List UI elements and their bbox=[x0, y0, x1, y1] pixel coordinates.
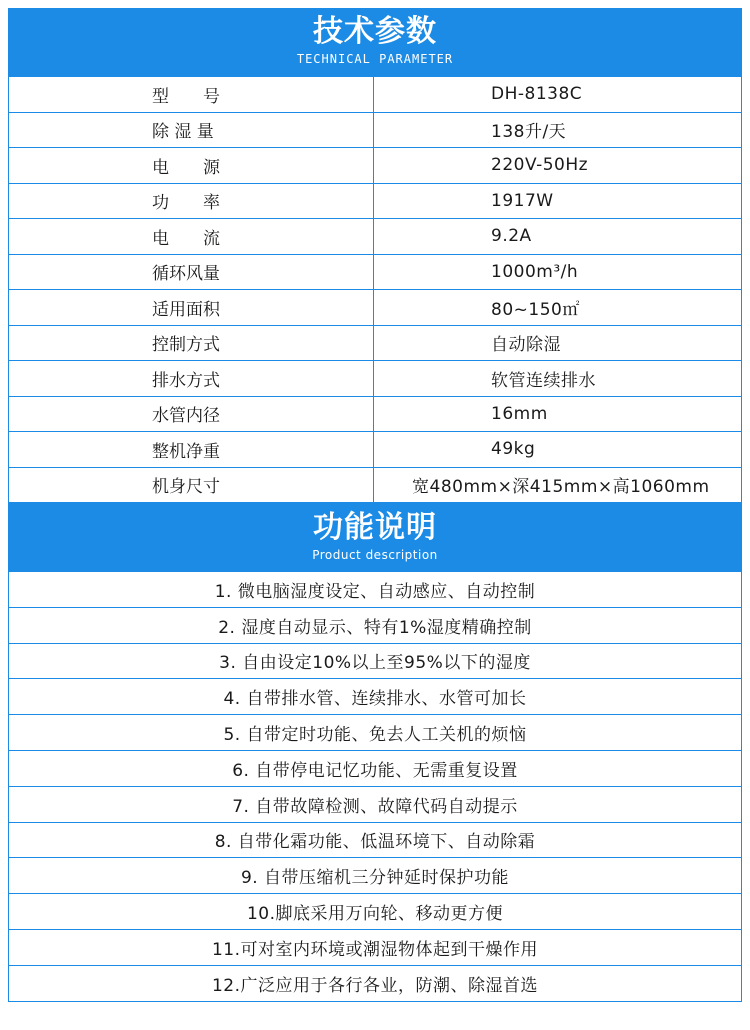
product-description-subtitle: Product description bbox=[312, 548, 438, 562]
feature-text: 11.可对室内环境或潮湿物体起到干燥作用 bbox=[9, 929, 742, 965]
param-label: 型 号 bbox=[9, 77, 374, 113]
table-row bbox=[9, 254, 742, 290]
param-label: 功 率 bbox=[9, 183, 374, 219]
feature-text: 3. 自由设定10%以上至95%以下的湿度 bbox=[9, 643, 742, 679]
table-row bbox=[9, 219, 742, 255]
param-label: 水管内径 bbox=[9, 396, 374, 432]
param-label: 控制方式 bbox=[9, 325, 374, 361]
param-value: 80~150㎡ bbox=[374, 290, 742, 326]
feature-text: 7. 自带故障检测、故障代码自动提示 bbox=[9, 786, 742, 822]
param-value: 宽480mm×深415mm×高1060mm bbox=[374, 467, 742, 503]
param-value: 16mm bbox=[374, 396, 742, 432]
param-value: 49kg bbox=[374, 432, 742, 468]
table-row bbox=[9, 183, 742, 219]
param-value: 1917W bbox=[374, 183, 742, 219]
feature-text: 1. 微电脑湿度设定、自动感应、自动控制 bbox=[9, 572, 742, 608]
param-value: DH-8138C bbox=[374, 77, 742, 113]
param-value: 1000m³/h bbox=[374, 254, 742, 290]
tech-parameter-subtitle: TECHNICAL PARAMETER bbox=[296, 52, 454, 66]
list-item bbox=[9, 715, 742, 751]
spec-sheet bbox=[8, 8, 742, 1002]
list-item bbox=[9, 858, 742, 894]
param-label: 整机净重 bbox=[9, 432, 374, 468]
feature-text: 4. 自带排水管、连续排水、水管可加长 bbox=[9, 679, 742, 715]
feature-text: 9. 自带压缩机三分钟延时保护功能 bbox=[9, 858, 742, 894]
list-item bbox=[9, 929, 742, 965]
feature-text: 5. 自带定时功能、免去人工关机的烦恼 bbox=[9, 715, 742, 751]
param-label: 适用面积 bbox=[9, 290, 374, 326]
feature-text: 2. 湿度自动显示、特有1%湿度精确控制 bbox=[9, 607, 742, 643]
list-item bbox=[9, 750, 742, 786]
product-description-header bbox=[8, 503, 742, 571]
parameter-table bbox=[8, 76, 742, 503]
param-label: 电 源 bbox=[9, 148, 374, 184]
param-value: 9.2A bbox=[374, 219, 742, 255]
feature-list bbox=[8, 571, 742, 1002]
table-row bbox=[9, 325, 742, 361]
table-row bbox=[9, 396, 742, 432]
list-item bbox=[9, 894, 742, 930]
table-row bbox=[9, 77, 742, 113]
list-item bbox=[9, 607, 742, 643]
param-value: 220V-50Hz bbox=[374, 148, 742, 184]
list-item bbox=[9, 822, 742, 858]
param-value: 138升/天 bbox=[374, 112, 742, 148]
table-row bbox=[9, 290, 742, 326]
param-label: 排水方式 bbox=[9, 361, 374, 397]
product-description-title: 功能说明 bbox=[313, 510, 437, 545]
table-row bbox=[9, 148, 742, 184]
tech-parameter-header bbox=[8, 8, 742, 76]
table-row bbox=[9, 112, 742, 148]
param-label: 除 湿 量 bbox=[9, 112, 374, 148]
list-item bbox=[9, 786, 742, 822]
table-row bbox=[9, 467, 742, 503]
param-label: 电 流 bbox=[9, 219, 374, 255]
list-item bbox=[9, 965, 742, 1001]
feature-text: 12.广泛应用于各行各业，防潮、除湿首选 bbox=[9, 965, 742, 1001]
list-item bbox=[9, 679, 742, 715]
list-item bbox=[9, 643, 742, 679]
list-item bbox=[9, 572, 742, 608]
feature-text: 8. 自带化霜功能、低温环境下、自动除霜 bbox=[9, 822, 742, 858]
param-label: 机身尺寸 bbox=[9, 467, 374, 503]
param-label: 循环风量 bbox=[9, 254, 374, 290]
feature-text: 10.脚底采用万向轮、移动更方便 bbox=[9, 894, 742, 930]
feature-text: 6. 自带停电记忆功能、无需重复设置 bbox=[9, 750, 742, 786]
param-value: 软管连续排水 bbox=[374, 361, 742, 397]
tech-parameter-title: 技术参数 bbox=[313, 14, 437, 49]
table-row bbox=[9, 432, 742, 468]
param-value: 自动除湿 bbox=[374, 325, 742, 361]
table-row bbox=[9, 361, 742, 397]
